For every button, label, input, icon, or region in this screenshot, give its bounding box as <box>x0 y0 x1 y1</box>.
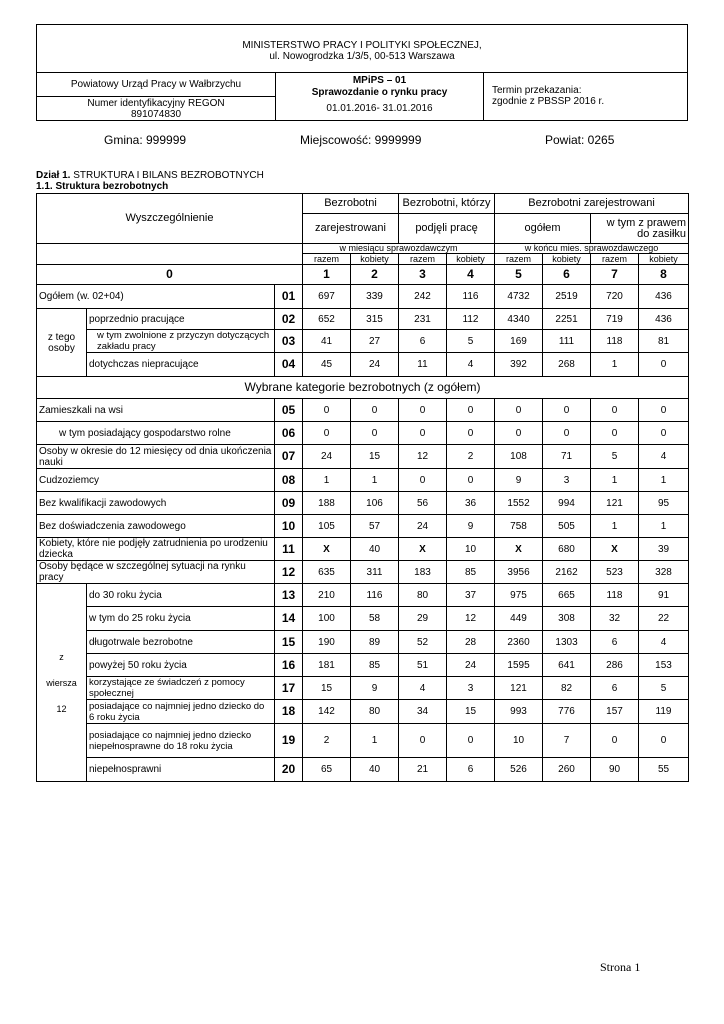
row-number: 03 <box>275 330 303 353</box>
cell-value: 449 <box>495 607 543 631</box>
report-period: 01.01.2016- 31.01.2016 <box>326 103 433 114</box>
z-wiersza-part: 12 <box>56 703 67 714</box>
office-name: Powiatowy Urząd Pracy w Wałbrzychu <box>37 73 275 97</box>
form-code: MPiPS – 01 <box>352 75 407 86</box>
row-number: 09 <box>275 492 303 515</box>
cell-value: 169 <box>495 330 543 353</box>
cell-value: 7 <box>543 724 591 758</box>
powiat: Powiat: 0265 <box>545 133 615 147</box>
cell-value: 27 <box>351 330 399 353</box>
row-number: 07 <box>275 445 303 469</box>
cell-value: 39 <box>639 538 689 561</box>
page-number: Strona 1 <box>600 960 641 974</box>
cell-value: 15 <box>351 445 399 469</box>
cell-value: 40 <box>351 538 399 561</box>
cell-value: 157 <box>591 700 639 724</box>
cell-value: 231 <box>399 309 447 330</box>
cell-value: 142 <box>303 700 351 724</box>
cell-value: 6 <box>399 330 447 353</box>
cell-value: 15 <box>303 677 351 700</box>
cell-value: 994 <box>543 492 591 515</box>
subheader-razem: razem <box>399 254 447 265</box>
cell-value: 0 <box>639 353 689 377</box>
ministry-block <box>37 25 687 73</box>
row-label: posiadające co najmniej jedno dziecko do 6 roku życia <box>87 700 275 724</box>
table-row <box>37 677 689 700</box>
table-row <box>37 724 689 758</box>
cell-value: 0 <box>591 422 639 445</box>
row-number: 17 <box>275 677 303 700</box>
cell-value: 0 <box>399 724 447 758</box>
table-row <box>37 445 689 469</box>
cell-value: 90 <box>591 758 639 782</box>
group3a-header: ogółem <box>495 214 591 244</box>
table-row <box>37 469 689 492</box>
row-number: 15 <box>275 631 303 654</box>
table-row <box>37 309 689 330</box>
row-label: Osoby będące w szczególnej sytuacji na rynku pracy <box>37 561 275 584</box>
cell-value: 436 <box>639 309 689 330</box>
cell-value: X <box>303 538 351 561</box>
cell-value: 95 <box>639 492 689 515</box>
row-number: 04 <box>275 353 303 377</box>
cell-value: 526 <box>495 758 543 782</box>
cell-value: 4 <box>639 631 689 654</box>
row-label: Osoby w okresie do 12 miesięcy od dnia ukończenia nauki <box>37 445 275 469</box>
cell-value: 80 <box>399 584 447 607</box>
cell-value: 5 <box>639 677 689 700</box>
section-number: Dział 1. <box>36 170 71 181</box>
table-row <box>37 584 689 607</box>
row-number: 05 <box>275 399 303 422</box>
cell-value: X <box>399 538 447 561</box>
group3-header: Bezrobotni zarejestrowani <box>495 194 689 214</box>
row-number: 18 <box>275 700 303 724</box>
cell-value: 105 <box>303 515 351 538</box>
cell-value: 210 <box>303 584 351 607</box>
row-label: korzystające ze świadczeń z pomocy społecznej <box>87 677 275 700</box>
header-spacer <box>37 244 303 265</box>
cell-value: 2 <box>303 724 351 758</box>
cell-value: 308 <box>543 607 591 631</box>
cell-value: 1 <box>639 469 689 492</box>
subheader-kobiety: kobiety <box>639 254 689 265</box>
cell-value: 4 <box>399 677 447 700</box>
row-label: w tym do 25 roku życia <box>87 607 275 631</box>
cell-value: 268 <box>543 353 591 377</box>
cell-value: 0 <box>495 422 543 445</box>
column-number: 3 <box>399 265 447 285</box>
cell-value: 81 <box>639 330 689 353</box>
row-number: 02 <box>275 309 303 330</box>
cell-value: 2251 <box>543 309 591 330</box>
form-title: Sprawozdanie o rynku pracy <box>311 87 448 98</box>
cell-value: 12 <box>399 445 447 469</box>
row-label: w tym posiadający gospodarstwo rolne <box>37 422 275 445</box>
z-tego-osoby-label: z tego osoby <box>37 309 87 377</box>
group3b-header: w tym z prawem do zasiłku <box>591 214 689 244</box>
form-id-block <box>276 73 484 120</box>
row-label: Zamieszkali na wsi <box>37 399 275 422</box>
deadline-block <box>484 73 687 120</box>
cell-value: 635 <box>303 561 351 584</box>
cell-value: 4 <box>447 353 495 377</box>
cell-value: 65 <box>303 758 351 782</box>
cell-value: 82 <box>543 677 591 700</box>
regon-block <box>37 97 275 120</box>
cell-value: 3 <box>447 677 495 700</box>
row-number: 11 <box>275 538 303 561</box>
z-wiersza-part: wiersza <box>46 677 77 688</box>
cell-value: 4340 <box>495 309 543 330</box>
cell-value: 34 <box>399 700 447 724</box>
cell-value: 52 <box>399 631 447 654</box>
cell-value: 1 <box>639 515 689 538</box>
row-number: 12 <box>275 561 303 584</box>
cell-value: 260 <box>543 758 591 782</box>
subheader-kobiety: kobiety <box>351 254 399 265</box>
cell-value: 71 <box>543 445 591 469</box>
cell-value: 56 <box>399 492 447 515</box>
unemployment-table <box>36 193 689 782</box>
cell-value: 116 <box>351 584 399 607</box>
row-number: 01 <box>275 285 303 309</box>
cell-value: 665 <box>543 584 591 607</box>
row-label: dotychczas niepracujące <box>87 353 275 377</box>
cell-value: 328 <box>639 561 689 584</box>
table-row <box>37 654 689 677</box>
cell-value: X <box>591 538 639 561</box>
cell-value: 45 <box>303 353 351 377</box>
cell-value: 242 <box>399 285 447 309</box>
row-label: Kobiety, które nie podjęły zatrudnienia po urodzeniu dziecka <box>37 538 275 561</box>
cell-value: 0 <box>591 724 639 758</box>
table-row <box>37 422 689 445</box>
office-block <box>37 73 276 120</box>
cell-value: 89 <box>351 631 399 654</box>
subheader-razem: razem <box>495 254 543 265</box>
cell-value: 9 <box>351 677 399 700</box>
cell-value: 2162 <box>543 561 591 584</box>
cell-value: 523 <box>591 561 639 584</box>
cell-value: 0 <box>303 399 351 422</box>
table-section-row <box>37 377 689 399</box>
cell-value: 505 <box>543 515 591 538</box>
table-row <box>37 631 689 654</box>
cell-value: 0 <box>639 399 689 422</box>
row-number: 06 <box>275 422 303 445</box>
cell-value: 0 <box>447 469 495 492</box>
cell-value: 6 <box>591 631 639 654</box>
cell-value: 24 <box>351 353 399 377</box>
cell-value: 3956 <box>495 561 543 584</box>
cell-value: 57 <box>351 515 399 538</box>
cell-value: 311 <box>351 561 399 584</box>
cell-value: 1552 <box>495 492 543 515</box>
row-label: Cudzoziemcy <box>37 469 275 492</box>
table-row <box>37 758 689 782</box>
table-row <box>37 607 689 631</box>
table-row <box>37 353 689 377</box>
row-number: 08 <box>275 469 303 492</box>
cell-value: 1 <box>591 515 639 538</box>
row-label: Ogółem (w. 02+04) <box>37 285 275 309</box>
row-label: powyżej 50 roku życia <box>87 654 275 677</box>
row-number: 16 <box>275 654 303 677</box>
cell-value: 315 <box>351 309 399 330</box>
cell-value: 41 <box>303 330 351 353</box>
cell-value: 10 <box>447 538 495 561</box>
cell-value: 4732 <box>495 285 543 309</box>
cell-value: 0 <box>399 399 447 422</box>
cell-value: 153 <box>639 654 689 677</box>
cell-value: 22 <box>639 607 689 631</box>
cell-value: 12 <box>447 607 495 631</box>
column-number: 4 <box>447 265 495 285</box>
table-row <box>37 561 689 584</box>
cell-value: 116 <box>447 285 495 309</box>
cell-value: 106 <box>351 492 399 515</box>
row-label: długotrwale bezrobotne <box>87 631 275 654</box>
cell-value: 993 <box>495 700 543 724</box>
cell-value: 641 <box>543 654 591 677</box>
cell-value: 436 <box>639 285 689 309</box>
regon-label: Numer identyfikacyjny REGON <box>87 98 225 109</box>
cell-value: 24 <box>399 515 447 538</box>
ministry-address: ul. Nowogrodzka 1/3/5, 00-513 Warszawa <box>269 51 455 62</box>
cell-value: 32 <box>591 607 639 631</box>
row-label: posiadające co najmniej jedno dziecko niepełnosprawne do 18 roku życia <box>87 724 275 758</box>
cell-value: 15 <box>447 700 495 724</box>
cell-value: 0 <box>591 399 639 422</box>
cell-value: 0 <box>447 399 495 422</box>
cell-value: 0 <box>303 422 351 445</box>
cell-value: 9 <box>447 515 495 538</box>
cell-value: 680 <box>543 538 591 561</box>
column-number: 8 <box>639 265 689 285</box>
subheader-kobiety: kobiety <box>447 254 495 265</box>
cell-value: 0 <box>543 422 591 445</box>
table-row <box>37 330 689 353</box>
row-label: Bez doświadczenia zawodowego <box>37 515 275 538</box>
col-description-header: Wyszczególnienie <box>37 194 303 244</box>
subsection-heading: 1.1. Struktura bezrobotnych <box>36 181 169 192</box>
cell-value: 0 <box>639 422 689 445</box>
cell-value: 6 <box>447 758 495 782</box>
cell-value: 55 <box>639 758 689 782</box>
cell-value: 11 <box>399 353 447 377</box>
cell-value: 51 <box>399 654 447 677</box>
cell-value: 719 <box>591 309 639 330</box>
cell-value: 1 <box>303 469 351 492</box>
cell-value: 10 <box>495 724 543 758</box>
row-label: poprzednio pracujące <box>87 309 275 330</box>
cell-value: 112 <box>447 309 495 330</box>
cell-value: 339 <box>351 285 399 309</box>
cell-value: 776 <box>543 700 591 724</box>
table-row <box>37 285 689 309</box>
cell-value: 1303 <box>543 631 591 654</box>
row-number: 19 <box>275 724 303 758</box>
cell-value: 118 <box>591 330 639 353</box>
cell-value: 720 <box>591 285 639 309</box>
subheader-razem: razem <box>303 254 351 265</box>
cell-value: 0 <box>543 399 591 422</box>
row-label: do 30 roku życia <box>87 584 275 607</box>
cell-value: 1 <box>591 353 639 377</box>
cell-value: 108 <box>495 445 543 469</box>
cell-value: 652 <box>303 309 351 330</box>
column-number: 6 <box>543 265 591 285</box>
column-number: 5 <box>495 265 543 285</box>
subheader-kobiety: kobiety <box>543 254 591 265</box>
gmina: Gmina: 999999 <box>104 133 187 147</box>
column-number: 2 <box>351 265 399 285</box>
section-title: STRUKTURA I BILANS BEZROBOTNYCH <box>70 170 264 181</box>
row-number: 20 <box>275 758 303 782</box>
section-heading <box>36 170 264 181</box>
cell-value: 181 <box>303 654 351 677</box>
cell-value: 0 <box>399 422 447 445</box>
section-subheader: Wybrane kategorie bezrobotnych (z ogółem) <box>37 377 689 399</box>
column-number: 0 <box>37 265 303 285</box>
cell-value: 121 <box>495 677 543 700</box>
cell-value: 392 <box>495 353 543 377</box>
row-number: 14 <box>275 607 303 631</box>
row-label: Bez kwalifikacji zawodowych <box>37 492 275 515</box>
cell-value: 0 <box>351 399 399 422</box>
period-header-2: w końcu mies. sprawozdawczego <box>495 244 689 254</box>
cell-value: 36 <box>447 492 495 515</box>
regon-value: 891074830 <box>130 109 182 120</box>
cell-value: 0 <box>639 724 689 758</box>
cell-value: 286 <box>591 654 639 677</box>
cell-value: 24 <box>303 445 351 469</box>
miejscowosc: Miejscowość: 9999999 <box>300 133 422 147</box>
group1-header-a: Bezrobotni <box>303 194 399 214</box>
row-label: niepełnosprawni <box>87 758 275 782</box>
deadline-label: Termin przekazania: <box>492 85 582 96</box>
cell-value: 4 <box>639 445 689 469</box>
cell-value: 85 <box>447 561 495 584</box>
cell-value: 28 <box>447 631 495 654</box>
cell-value: 37 <box>447 584 495 607</box>
row-label: w tym zwolnione z przyczyn dotyczących zakładu pracy <box>87 330 275 353</box>
cell-value: 40 <box>351 758 399 782</box>
group2-header-b: podjęli pracę <box>399 214 495 244</box>
cell-value: 2 <box>447 445 495 469</box>
subheader-razem: razem <box>591 254 639 265</box>
row-number: 10 <box>275 515 303 538</box>
z-wiersza-part: z <box>59 651 64 662</box>
cell-value: 111 <box>543 330 591 353</box>
cell-value: 3 <box>543 469 591 492</box>
z-wiersza-12-label <box>37 584 87 782</box>
cell-value: 5 <box>447 330 495 353</box>
cell-value: 697 <box>303 285 351 309</box>
cell-value: 2360 <box>495 631 543 654</box>
cell-value: 85 <box>351 654 399 677</box>
cell-value: 975 <box>495 584 543 607</box>
cell-value: 0 <box>351 422 399 445</box>
cell-value: 1 <box>351 469 399 492</box>
cell-value: 91 <box>639 584 689 607</box>
cell-value: 1 <box>591 469 639 492</box>
cell-value: 9 <box>495 469 543 492</box>
period-header-1: w miesiącu sprawozdawczym <box>303 244 495 254</box>
table-row <box>37 399 689 422</box>
cell-value: 1595 <box>495 654 543 677</box>
table-row <box>37 700 689 724</box>
cell-value: X <box>495 538 543 561</box>
cell-value: 24 <box>447 654 495 677</box>
ministry-name: MINISTERSTWO PRACY I POLITYKI SPOŁECZNEJ, <box>242 40 482 51</box>
row-number: 13 <box>275 584 303 607</box>
deadline-value: zgodnie z PBSSP 2016 r. <box>492 96 605 107</box>
cell-value: 118 <box>591 584 639 607</box>
cell-value: 190 <box>303 631 351 654</box>
column-number: 7 <box>591 265 639 285</box>
cell-value: 121 <box>591 492 639 515</box>
cell-value: 2519 <box>543 285 591 309</box>
cell-value: 758 <box>495 515 543 538</box>
column-number: 1 <box>303 265 351 285</box>
cell-value: 6 <box>591 677 639 700</box>
group2-header-a: Bezrobotni, którzy <box>399 194 495 214</box>
cell-value: 1 <box>351 724 399 758</box>
cell-value: 183 <box>399 561 447 584</box>
group1-header-b: zarejestrowani <box>303 214 399 244</box>
cell-value: 100 <box>303 607 351 631</box>
cell-value: 58 <box>351 607 399 631</box>
cell-value: 188 <box>303 492 351 515</box>
cell-value: 0 <box>447 724 495 758</box>
cell-value: 119 <box>639 700 689 724</box>
cell-value: 29 <box>399 607 447 631</box>
cell-value: 21 <box>399 758 447 782</box>
cell-value: 0 <box>447 422 495 445</box>
cell-value: 0 <box>495 399 543 422</box>
table-row <box>37 515 689 538</box>
cell-value: 0 <box>399 469 447 492</box>
table-row <box>37 492 689 515</box>
table-row <box>37 538 689 561</box>
cell-value: 5 <box>591 445 639 469</box>
form-header <box>36 24 688 121</box>
cell-value: 80 <box>351 700 399 724</box>
